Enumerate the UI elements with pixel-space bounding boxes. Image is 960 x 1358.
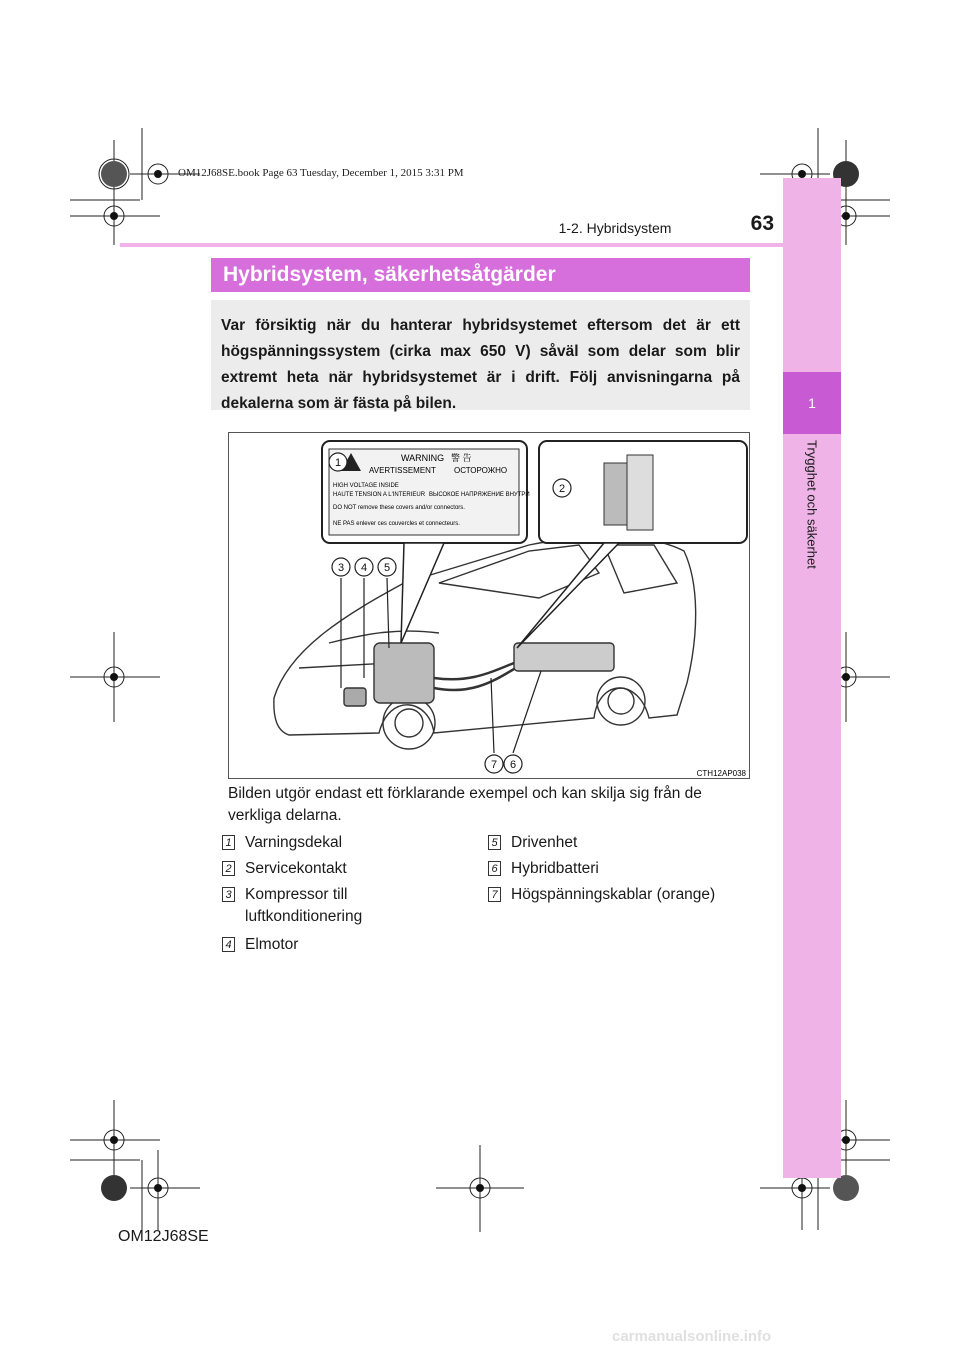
- callout-5: 5: [383, 562, 391, 574]
- legend-num-1: 1: [222, 835, 235, 850]
- legend-text-2: Servicekontakt: [245, 860, 347, 877]
- callout-2: 2: [558, 483, 566, 495]
- footer-code: OM12J68SE: [118, 1228, 209, 1245]
- callout-7: 7: [490, 759, 498, 771]
- legend-text-7: Högspänningskablar (orange): [511, 886, 716, 903]
- label-ht: HAUTE TENSION A L'INTERIEUR: [333, 492, 426, 498]
- legend-item-3: [222, 884, 452, 928]
- label-ne: NE PAS enlever ces couvercles et connecteurs.: [333, 521, 460, 527]
- legend-item-1: [222, 832, 452, 854]
- label-hv: HIGH VOLTAGE INSIDE: [333, 483, 399, 489]
- legend-num-3: 3: [222, 887, 235, 902]
- label-ru2: ВЫСОКОЕ НАПРЯЖЕНИЕ ВНУТРИ: [429, 492, 530, 498]
- page-title-text: Hybridsystem, säkerhetsåtgärder: [223, 263, 556, 286]
- hybrid-system-illustration: [228, 432, 750, 779]
- intro-box: Var försiktig när du hanterar hybridsystemet eftersom det är ett högspänningssystem (cirka max 650 V) såväl som delar som blir extremt heta när hybridsystemet är i drift. Följ anvisningarna på dekalerna som är fästa på bilen.: [211, 300, 750, 410]
- legend-text-1: Varningsdekal: [245, 834, 343, 851]
- figure-code: CTH12AP038: [696, 769, 746, 778]
- section-title: 1-2. Hybridsystem: [558, 220, 672, 236]
- legend-num-2: 2: [222, 861, 235, 876]
- legend-num-4: 4: [222, 937, 235, 952]
- chapter-number: 1: [783, 372, 841, 434]
- legend-num-7: 7: [488, 887, 501, 902]
- legend-num-5: 5: [488, 835, 501, 850]
- callout-6: 6: [509, 759, 517, 771]
- legend-item-5: [488, 832, 748, 854]
- callout-3: 3: [337, 562, 345, 574]
- legend-item-2: [222, 858, 452, 880]
- callout-1: 1: [334, 457, 342, 469]
- car-diagram: [229, 433, 750, 779]
- label-warning: WARNING: [401, 453, 445, 463]
- legend-item-7: [488, 884, 748, 906]
- legend-text-6: Hybridbatteri: [511, 860, 599, 877]
- legend-item-4: [222, 934, 452, 956]
- header-rule: [120, 243, 841, 247]
- callout-4: 4: [360, 562, 368, 574]
- watermark: carmanualsonline.info: [612, 1328, 772, 1345]
- page-title: [211, 258, 750, 292]
- label-ru: ОСТОРОЖНО: [454, 466, 508, 475]
- legend-item-6: [488, 858, 748, 880]
- legend-num-6: 6: [488, 861, 501, 876]
- figure-caption: Bilden utgör endast ett förklarande exempel och kan skilja sig från de verkliga delarna.: [228, 785, 702, 824]
- label-warning-jp: 警 告: [451, 453, 472, 463]
- legend-text-3: Kompressor till luftkonditionering: [245, 886, 363, 925]
- label-avert: AVERTISSEMENT: [369, 466, 436, 475]
- chapter-title-text: Trygghet och säkerhet: [804, 440, 820, 569]
- legend-text-4: Elmotor: [245, 936, 299, 953]
- legend-text-5: Drivenhet: [511, 834, 578, 851]
- chapter-title: [783, 440, 841, 620]
- chapter-side-tab: [783, 178, 841, 1178]
- page-number: 63: [750, 212, 774, 235]
- book-stamp: OM12J68SE.book Page 63 Tuesday, December 1, 2015 3:31 PM: [178, 167, 464, 179]
- label-dnr: DO NOT remove these covers and/or connectors.: [333, 505, 465, 511]
